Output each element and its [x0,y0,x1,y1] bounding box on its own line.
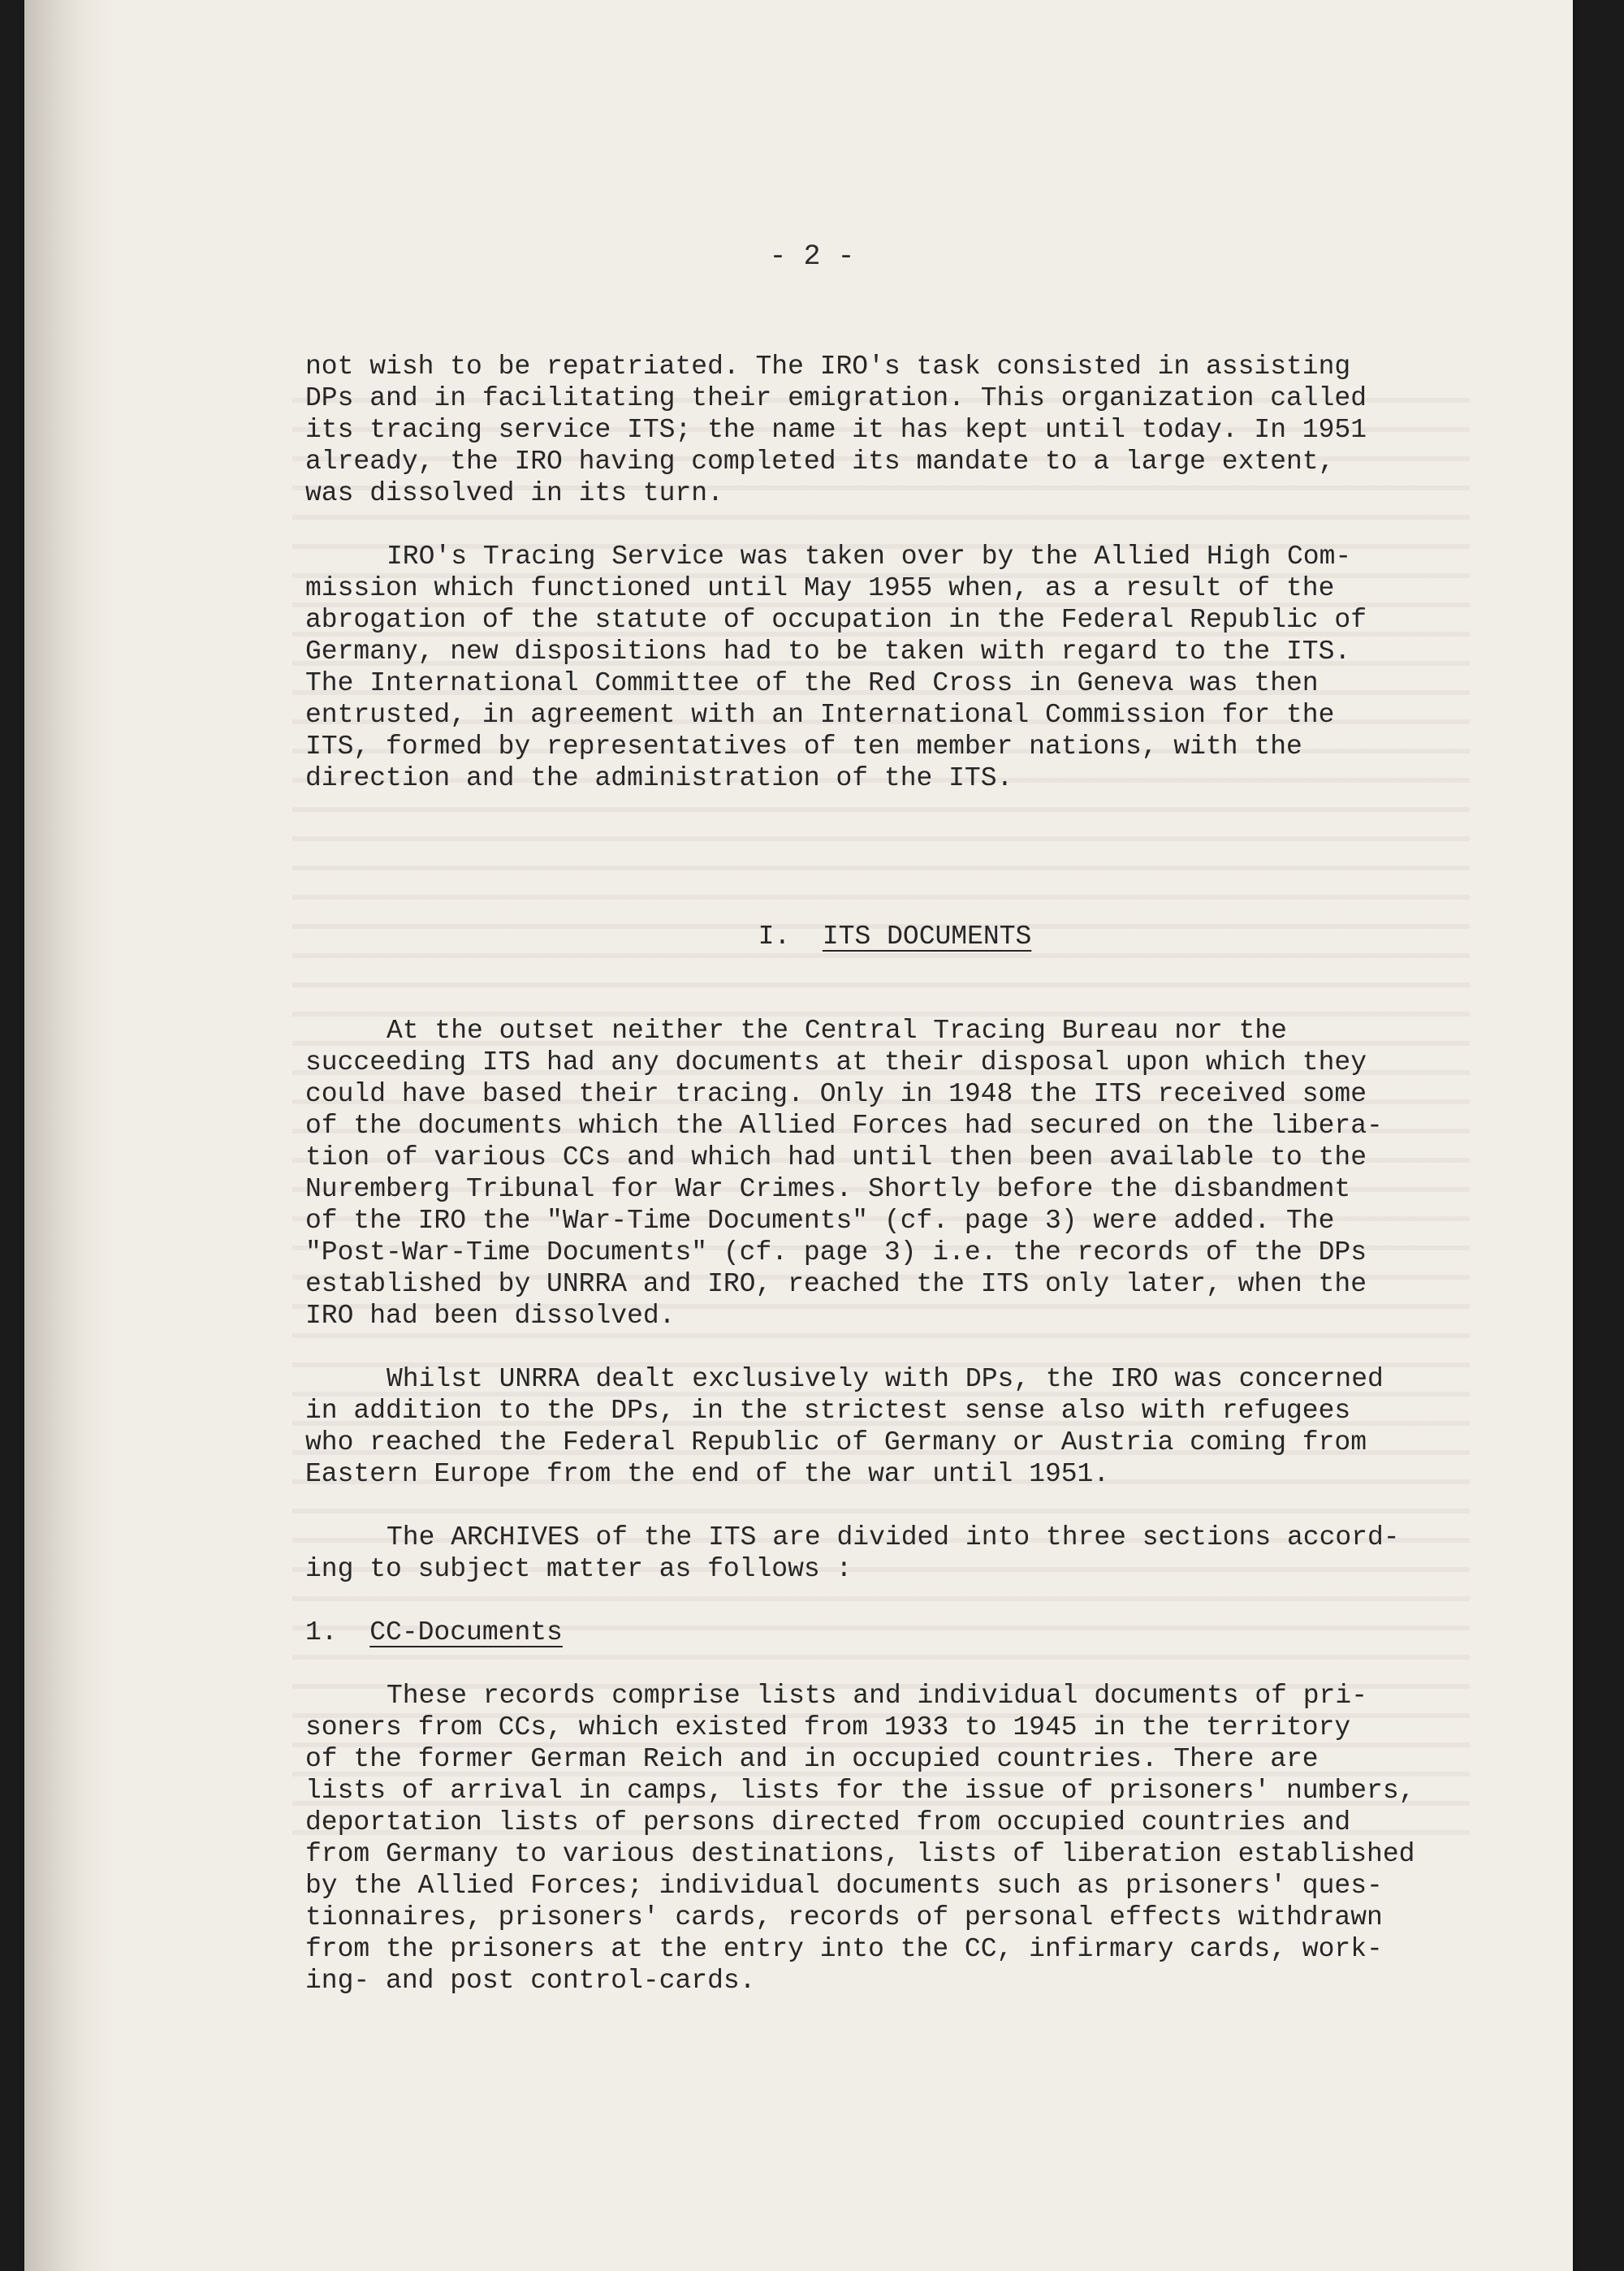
text-line: ITS, formed by representatives of ten member nations, with the [305,732,1302,762]
text-line: DPs and in facilitating their emigration. This organization called [305,383,1367,413]
binding-gutter-shadow [24,0,114,2271]
text-line: established by UNRRA and IRO, reached the ITS only later, when the [305,1269,1367,1299]
text-line: lists of arrival in camps, lists for the issue of prisoners' numbers, [305,1776,1415,1806]
text-line: abrogation of the statute of occupation in the Federal Republic of [305,605,1367,635]
paragraph [305,541,1484,794]
text-line: Nuremberg Tribunal for War Crimes. Shortly before the disbandment [305,1174,1351,1204]
text-line: of the IRO the "War-Time Documents" (cf. page 3) were added. The [305,1206,1335,1236]
text-line: direction and the administration of the ITS. [305,763,1013,793]
text-line: by the Allied Forces; individual documents such as prisoners' ques- [305,1871,1383,1901]
subsection-paragraphs [305,1680,1484,1997]
paragraph [305,351,1484,509]
text-line: Whilst UNRRA dealt exclusively with DPs, the IRO was concerned [387,1364,1384,1394]
text-line: in addition to the DPs, in the strictest sense also with refugees [305,1396,1351,1426]
text-line: succeeding ITS had any documents at their disposal upon which they [305,1047,1367,1077]
text-line: Germany, new dispositions had to be taken with regard to the ITS. [305,637,1351,667]
section-heading-numeral: I. [758,922,791,952]
text-line: was dissolved in its turn. [305,478,723,508]
paragraph [305,1015,1484,1332]
text-line: already, the IRO having completed its mandate to a large extent, [305,447,1335,477]
text-line: At the outset neither the Central Tracing Bureau nor the [387,1016,1287,1046]
paragraph [305,1522,1484,1585]
page-number: - 2 - [769,240,855,273]
section-paragraphs [305,1015,1484,1585]
text-line: Eastern Europe from the end of the war until 1951. [305,1459,1110,1489]
text-line: not wish to be repatriated. The IRO's task consisted in assisting [305,352,1351,382]
text-line: "Post-War-Time Documents" (cf. page 3) i.e. the records of the DPs [305,1237,1367,1267]
text-line: soners from CCs, which existed from 1933 to 1945 in the territory [305,1712,1351,1742]
subsection-heading-title: CC-Documents [369,1617,563,1647]
text-line: of the former German Reich and in occupied countries. There are [305,1744,1319,1774]
text-line: The International Committee of the Red Cross in Geneva was then [305,668,1319,698]
text-line: ing to subject matter as follows : [305,1554,853,1584]
text-line: These records comprise lists and individual documents of pri- [387,1681,1367,1711]
text-line: IRO had been dissolved. [305,1301,676,1331]
text-line: deportation lists of persons directed from occupied countries and [305,1807,1351,1837]
text-line: tionnaires, prisoners' cards, records of personal effects withdrawn [305,1902,1383,1932]
text-line: who reached the Federal Republic of Germany or Austria coming from [305,1427,1367,1457]
text-line: of the documents which the Allied Forces had secured on the libera- [305,1111,1383,1141]
paragraph [305,1680,1484,1997]
subsection-heading [305,1617,1484,1648]
text-line: entrusted, in agreement with an International Commission for the [305,700,1335,730]
text-line: from Germany to various destinations, lists of liberation established [305,1839,1415,1869]
section-heading [305,921,1484,952]
text-line: mission which functioned until May 1955 when, as a result of the [305,573,1335,603]
section-heading-title: ITS DOCUMENTS [822,922,1032,952]
intro-paragraphs [305,351,1484,794]
text-line: ing- and post control-cards. [305,1966,756,1996]
text-line: from the prisoners at the entry into the CC, infirmary cards, work- [305,1934,1383,1964]
text-line: its tracing service ITS; the name it has kept until today. In 1951 [305,415,1367,445]
text-line: The ARCHIVES of the ITS are divided into three sections accord- [387,1522,1400,1552]
subsection-heading-numeral: 1. [305,1617,338,1647]
text-line: tion of various CCs and which had until then been available to the [305,1142,1367,1172]
text-line: IRO's Tracing Service was taken over by the Allied High Com- [387,542,1352,572]
paragraph [305,1363,1484,1490]
text-line: could have based their tracing. Only in 1948 the ITS received some [305,1079,1367,1109]
document-body [305,351,1484,2028]
